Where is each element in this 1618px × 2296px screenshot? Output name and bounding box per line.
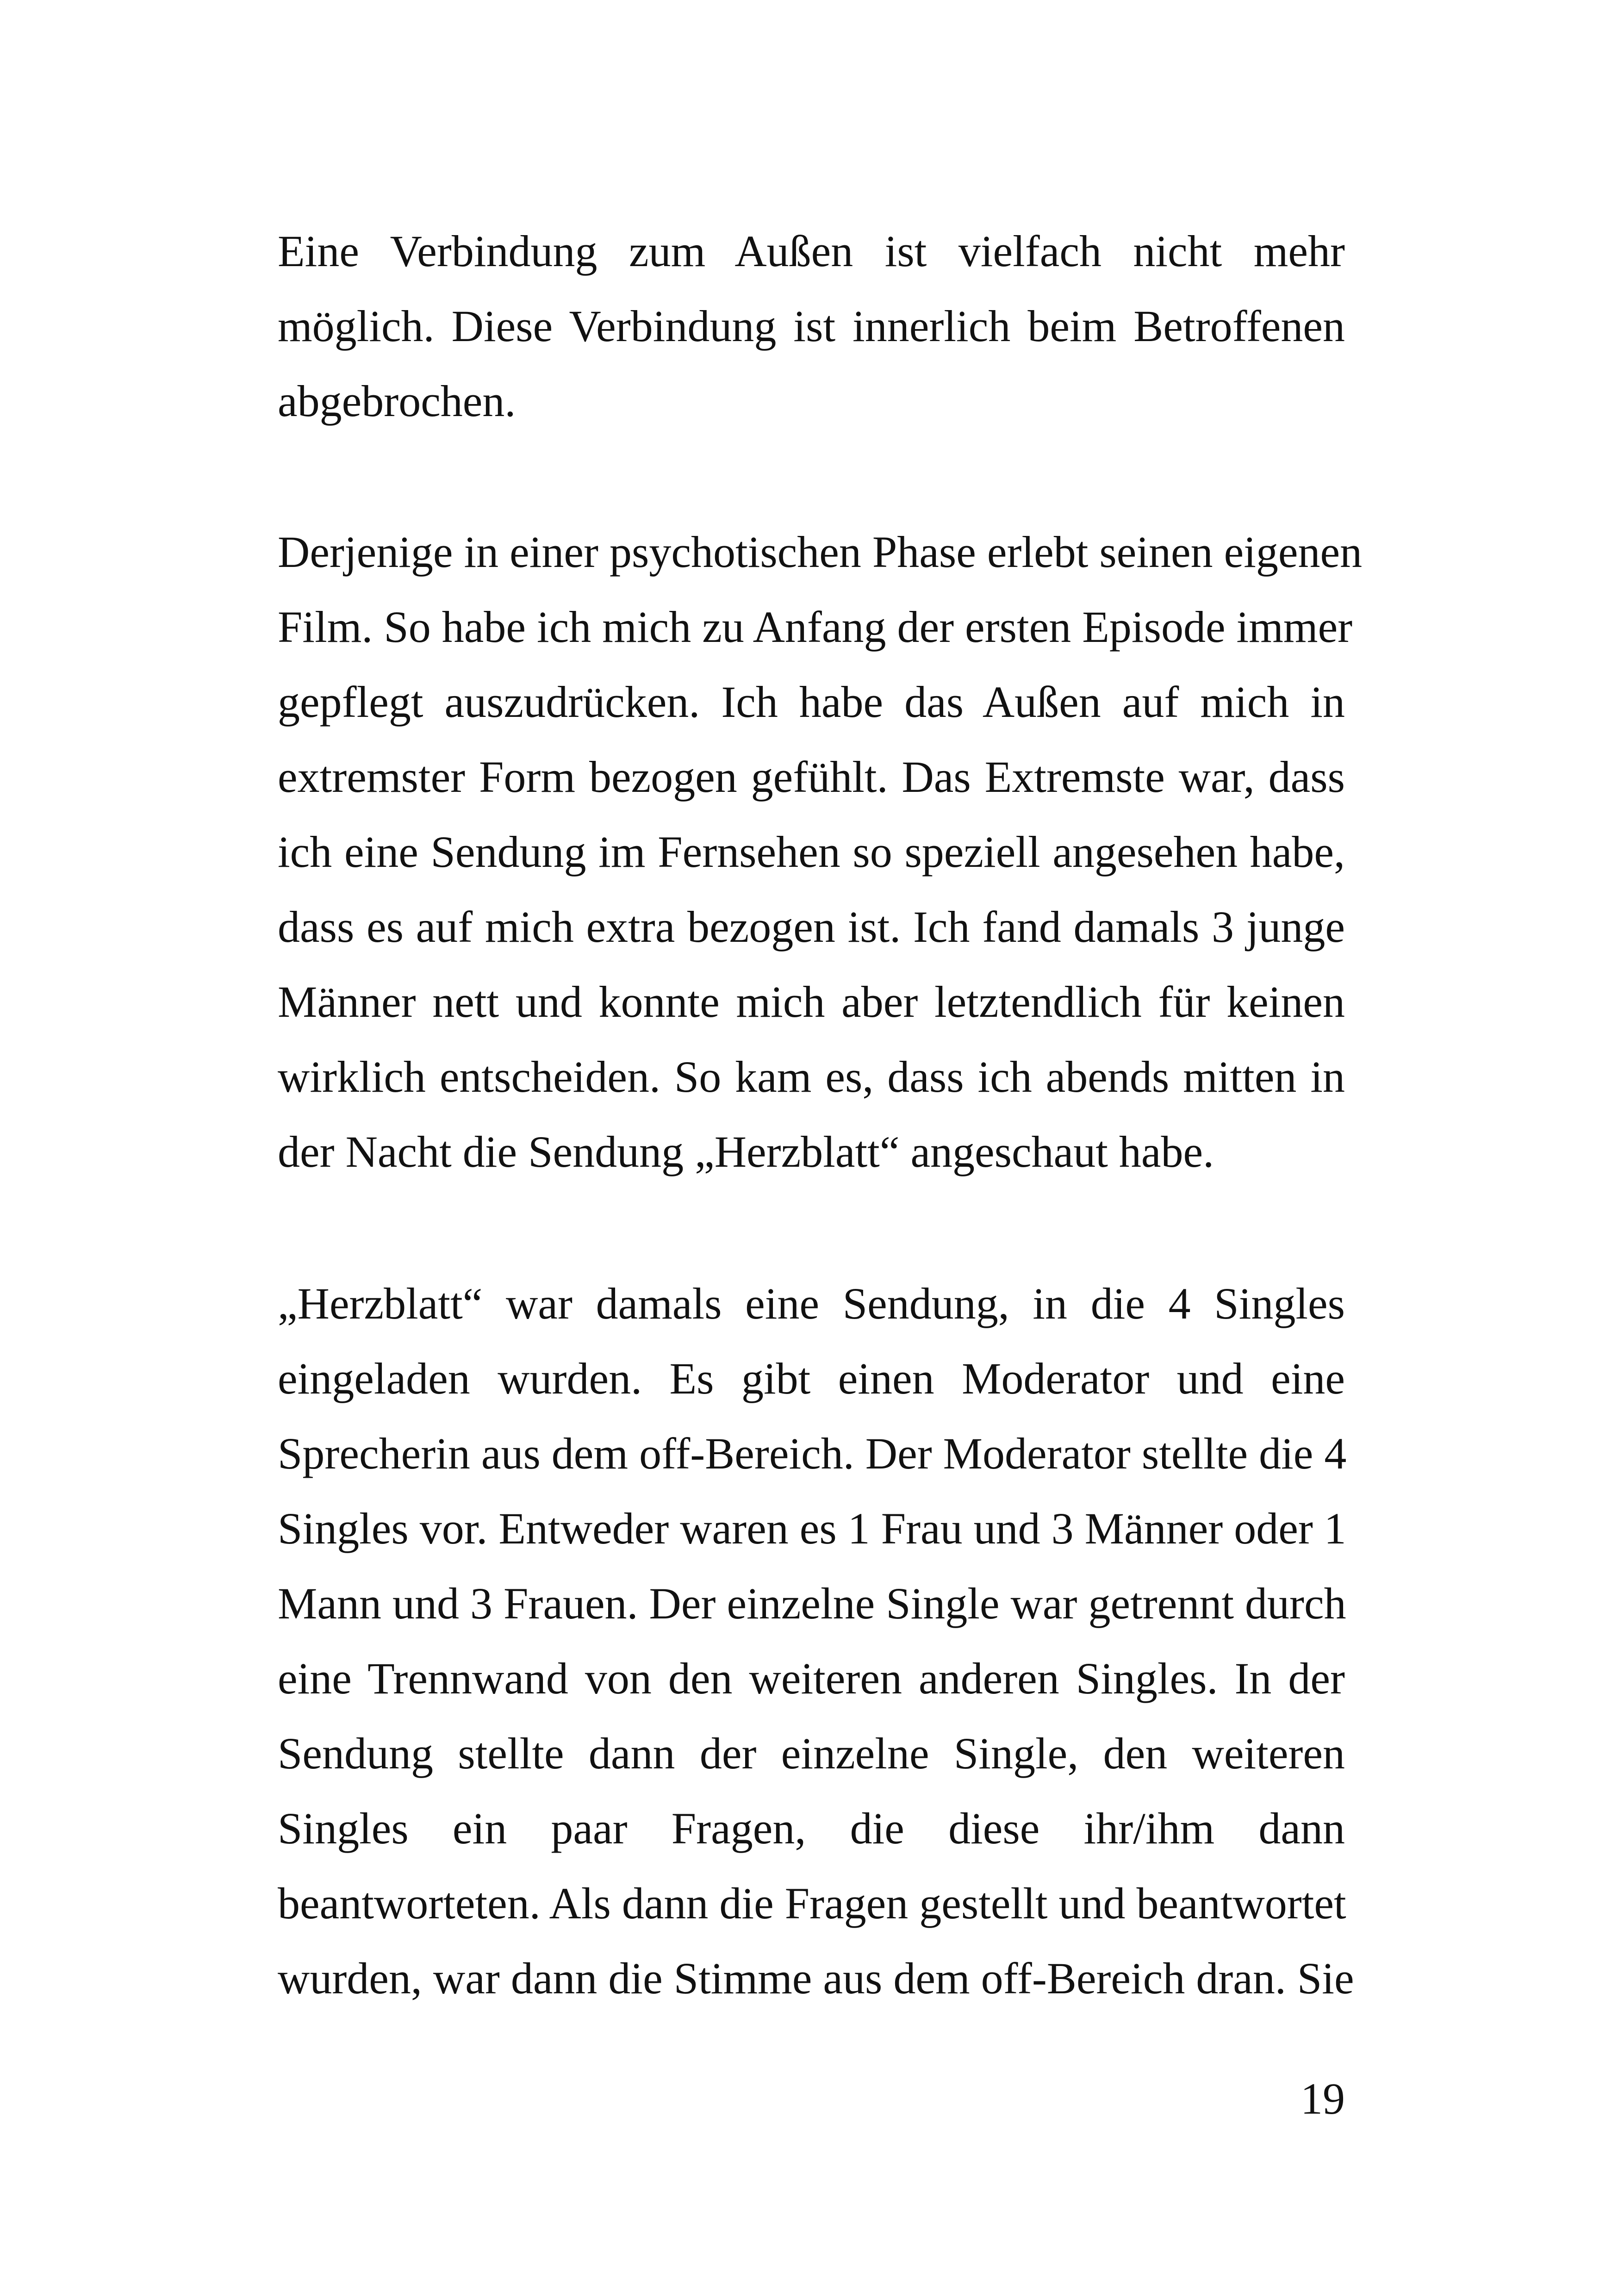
- text-line: „Herzblatt“ war damals eine Sendung, in die 4 Singles: [278, 1279, 1345, 1328]
- text-line: Männer nett und konnte mich aber letztendlich für keinen: [278, 977, 1345, 1027]
- text-line: wurden, war dann die Stimme aus dem off-Bereich dran. Sie: [278, 1954, 1354, 2003]
- paragraph-2: [278, 515, 1363, 1189]
- paragraph-3: [278, 1266, 1354, 2016]
- text-line: der Nacht die Sendung „Herzblatt“ angeschaut habe.: [278, 1127, 1214, 1176]
- text-line: Film. So habe ich mich zu Anfang der ersten Episode immer: [278, 602, 1353, 652]
- paragraph-1: [278, 214, 1345, 439]
- text-line: eine Trennwand von den weiteren anderen Singles. In der: [278, 1654, 1345, 1703]
- text-line: dass es auf mich extra bezogen ist. Ich fand damals 3 junge: [278, 902, 1345, 952]
- text-line: Eine Verbindung zum Außen ist vielfach nicht mehr: [278, 226, 1345, 276]
- text-line: Sendung stellte dann der einzelne Single, den weiteren: [278, 1729, 1345, 1778]
- text-line: eingeladen wurden. Es gibt einen Moderator und eine: [278, 1354, 1345, 1403]
- text-line: gepflegt auszudrücken. Ich habe das Außen auf mich in: [278, 677, 1345, 727]
- text-line: möglich. Diese Verbindung ist innerlich beim Betroffenen: [278, 301, 1345, 351]
- text-line: Sprecherin aus dem off-Bereich. Der Moderator stellte die 4: [278, 1429, 1347, 1478]
- text-line: Mann und 3 Frauen. Der einzelne Single war getrennt durch: [278, 1579, 1346, 1628]
- text-line: beantworteten. Als dann die Fragen gestellt und beantwortet: [278, 1879, 1346, 1928]
- text-line: wirklich entscheiden. So kam es, dass ich abends mitten in: [278, 1052, 1345, 1101]
- text-line: Singles ein paar Fragen, die diese ihr/ihm dann: [278, 1804, 1345, 1853]
- text-line: Singles vor. Entweder waren es 1 Frau und 3 Männer oder 1: [278, 1504, 1346, 1553]
- text-line: extremster Form bezogen gefühlt. Das Extremste war, dass: [278, 752, 1345, 802]
- text-line: abgebrochen.: [278, 376, 516, 426]
- text-line: ich eine Sendung im Fernsehen so speziell angesehen habe,: [278, 827, 1345, 877]
- page-number: 19: [1301, 2074, 1345, 2123]
- text-line: Derjenige in einer psychotischen Phase erlebt seinen eigenen: [278, 527, 1363, 577]
